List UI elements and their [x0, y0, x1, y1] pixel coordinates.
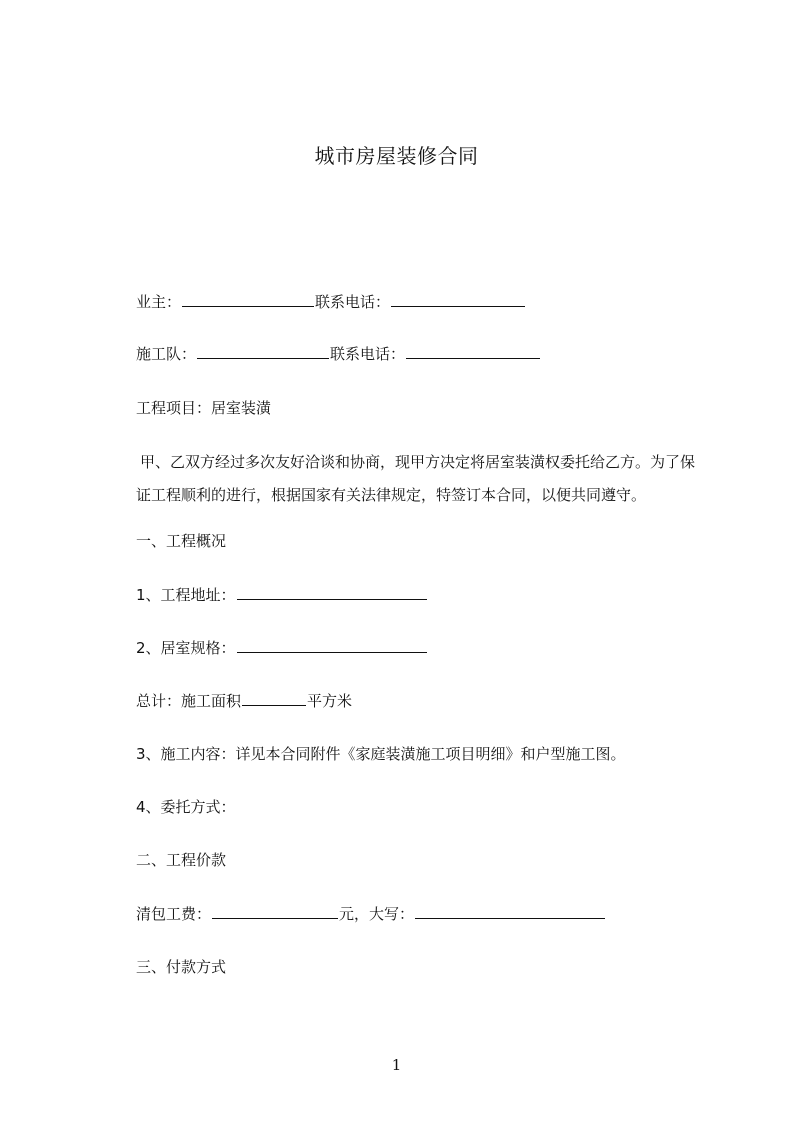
- fee-label: 清包工费：: [136, 905, 212, 923]
- fee-blank: [212, 904, 338, 919]
- area-label: 总计：施工面积: [136, 692, 242, 710]
- intro-paragraph: [136, 446, 696, 512]
- address-blank: [237, 585, 427, 600]
- method-line: 4、委托方式：: [136, 798, 236, 816]
- fee-uppercase-blank: [415, 904, 605, 919]
- intro-text: 甲、乙双方经过多次友好洽谈和协商，现甲方决定将居室装潢权委托给乙方。为了保证工程顺利的进行，根据国家有关法律规定，特签订本合同，以便共同遵守。: [136, 453, 696, 504]
- spec-label: 2、居室规格：: [136, 639, 236, 657]
- area-line: [136, 690, 352, 712]
- content-line: 3、施工内容：详见本合同附件《家庭装潢施工项目明细》和户型施工图。: [136, 745, 626, 763]
- owner-blank: [182, 292, 314, 307]
- project-line: 工程项目：居室装潢: [136, 399, 272, 417]
- team-phone-label: 联系电话：: [330, 345, 406, 363]
- spec-blank: [237, 638, 427, 653]
- area-blank: [242, 691, 306, 706]
- address-label: 1、工程地址：: [136, 586, 236, 604]
- address-line: [136, 584, 428, 606]
- owner-label: 业主：: [136, 293, 182, 311]
- section-1-heading: 一、工程概况: [136, 532, 227, 550]
- owner-line: [136, 291, 526, 313]
- team-line: [136, 343, 541, 365]
- fee-line: [136, 903, 606, 925]
- spec-line: [136, 637, 428, 659]
- owner-phone-blank: [391, 292, 525, 307]
- contract-title: 城市房屋装修合同: [314, 144, 479, 168]
- section-2-heading: 二、工程价款: [136, 851, 227, 869]
- area-unit: 平方米: [307, 692, 353, 710]
- team-label: 施工队：: [136, 345, 197, 363]
- team-phone-blank: [406, 344, 540, 359]
- page-number: 1: [391, 1056, 402, 1074]
- team-blank: [197, 344, 329, 359]
- section-3-heading: 三、付款方式: [136, 958, 227, 976]
- fee-unit: 元，大写：: [339, 905, 415, 923]
- owner-phone-label: 联系电话：: [315, 293, 391, 311]
